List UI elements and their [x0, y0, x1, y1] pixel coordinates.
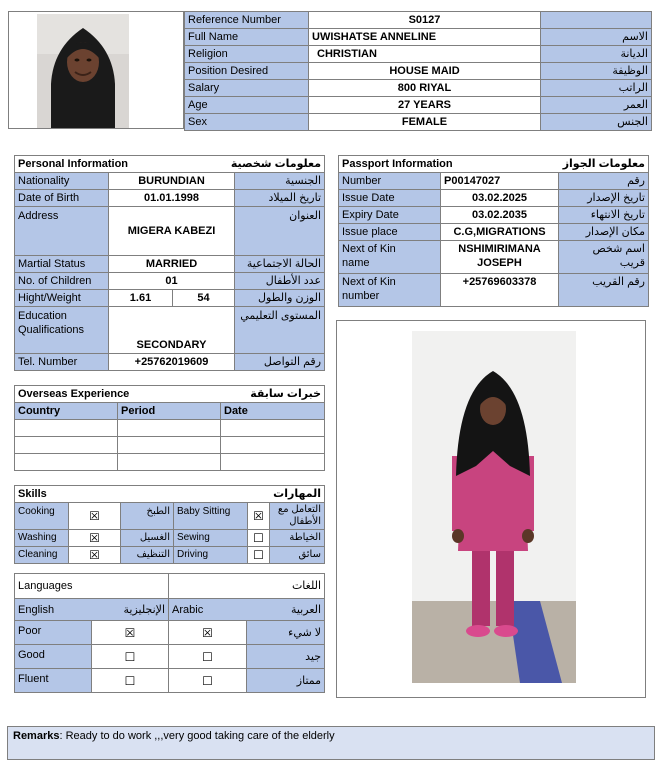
- skill-sewing: Sewing: [174, 530, 248, 547]
- table-row: [15, 530, 325, 547]
- tel-label: Tel. Number: [15, 354, 109, 371]
- table-row: [15, 547, 325, 564]
- english-poor-checkbox[interactable]: ☒: [92, 621, 169, 645]
- marital-label: Martial Status: [15, 256, 109, 273]
- kin-number-label: [339, 274, 441, 307]
- overseas-title: Overseas Experience: [15, 386, 221, 403]
- kin-name-label-line1: Next of Kin: [342, 243, 396, 255]
- passport-info-title-ar: معلومات الجواز: [559, 156, 649, 173]
- passport-info-title: Passport Information: [339, 156, 559, 173]
- sex-label-ar: الجنس: [541, 114, 652, 131]
- table-row: [15, 503, 325, 530]
- level-fluent: Fluent: [15, 669, 92, 693]
- table-row: [185, 63, 652, 80]
- height-weight-label: Hight/Weight: [15, 290, 109, 307]
- skill-baby-sitting-ar-line2: الأطفال: [289, 516, 321, 527]
- kin-name-label-ar-line1: اسم شخص: [592, 243, 645, 255]
- skill-driving-checkbox[interactable]: ☐: [248, 547, 270, 564]
- full-body-photo-frame: [336, 320, 646, 698]
- kin-name-value-line2: JOSEPH: [477, 257, 522, 269]
- issue-place-label-ar: مكان الإصدار: [559, 224, 649, 241]
- overseas-col-period: Period: [118, 403, 221, 420]
- skill-sewing-ar: الخياطة: [270, 530, 325, 547]
- kin-name-label-line2: name: [342, 257, 370, 269]
- table-row: [185, 114, 652, 131]
- address-value: MIGERA KABEZI: [109, 207, 235, 256]
- height-value: 1.61: [109, 290, 173, 307]
- skill-cleaning-checkbox[interactable]: ☒: [69, 547, 121, 564]
- education-label: [15, 307, 109, 354]
- personal-info-table: [14, 155, 325, 371]
- issue-date-value: 03.02.2025: [441, 190, 559, 207]
- table-row: [185, 97, 652, 114]
- religion-label: Religion: [185, 46, 309, 63]
- empty-cell: [221, 454, 325, 471]
- table-row: [15, 437, 325, 454]
- languages-table: [14, 573, 325, 693]
- table-row: [15, 207, 325, 256]
- language-arabic-ar: العربية: [247, 599, 325, 621]
- address-label: Address: [15, 207, 109, 256]
- overseas-col-date: Date: [221, 403, 325, 420]
- full-name-label-ar: الاسم: [541, 29, 652, 46]
- table-row: [185, 80, 652, 97]
- table-row: [15, 403, 325, 420]
- table-row: [185, 29, 652, 46]
- issue-date-label: Issue Date: [339, 190, 441, 207]
- height-weight-label-ar: الوزن والطول: [235, 290, 325, 307]
- level-good-ar: جيد: [247, 645, 325, 669]
- full-name-value: UWISHATSE ANNELINE: [309, 29, 541, 46]
- tel-label-ar: رقم التواصل: [235, 354, 325, 371]
- empty-cell: [15, 454, 118, 471]
- empty-cell: [118, 437, 221, 454]
- table-row: [185, 46, 652, 63]
- table-row: [15, 173, 325, 190]
- table-row: [15, 386, 325, 403]
- children-label: No. of Children: [15, 273, 109, 290]
- age-label: Age: [185, 97, 309, 114]
- nationality-value: BURUNDIAN: [109, 173, 235, 190]
- skill-sewing-checkbox[interactable]: ☐: [248, 530, 270, 547]
- issue-place-value: C.G,MIGRATIONS: [441, 224, 559, 241]
- table-row: [15, 307, 325, 354]
- dob-value: 01.01.1998: [109, 190, 235, 207]
- passport-info-table: [338, 155, 649, 307]
- remarks-text: : Ready to do work ,,,very good taking care of the elderly: [59, 730, 335, 742]
- empty-cell: [118, 420, 221, 437]
- children-value: 01: [109, 273, 235, 290]
- kin-number-label-line1: Next of Kin: [342, 276, 396, 288]
- language-arabic: Arabic: [169, 599, 247, 621]
- table-row: [339, 207, 649, 224]
- kin-number-label-line2: number: [342, 290, 380, 302]
- reference-value: S0127: [309, 12, 541, 29]
- position-label-ar: الوظيفة: [541, 63, 652, 80]
- table-row: [15, 420, 325, 437]
- age-value: 27 YEARS: [309, 97, 541, 114]
- table-row: [15, 156, 325, 173]
- marital-value: MARRIED: [109, 256, 235, 273]
- arabic-poor-checkbox[interactable]: ☒: [169, 621, 247, 645]
- position-label: Position Desired: [185, 63, 309, 80]
- reference-label: Reference Number: [185, 12, 309, 29]
- issue-place-label: Issue place: [339, 224, 441, 241]
- table-row: [15, 669, 325, 693]
- languages-title-ar: اللغات: [169, 574, 325, 599]
- skill-cooking: Cooking: [15, 503, 69, 530]
- full-body-photo: [412, 331, 576, 683]
- table-row: [15, 486, 325, 503]
- level-poor: Poor: [15, 621, 92, 645]
- table-row: [339, 190, 649, 207]
- skill-driving: Driving: [174, 547, 248, 564]
- remarks-label: Remarks: [13, 730, 60, 742]
- table-row: [15, 599, 325, 621]
- skill-cooking-checkbox[interactable]: ☒: [69, 503, 121, 530]
- salary-value: 800 RIYAL: [309, 80, 541, 97]
- remarks-box: [7, 726, 655, 760]
- table-row: [15, 645, 325, 669]
- nationality-label: Nationality: [15, 173, 109, 190]
- skill-driving-ar: سائق: [270, 547, 325, 564]
- religion-label-ar: الديانة: [541, 46, 652, 63]
- languages-title: Languages: [15, 574, 169, 599]
- dob-label: Date of Birth: [15, 190, 109, 207]
- expiry-date-value: 03.02.2035: [441, 207, 559, 224]
- skill-washing-checkbox[interactable]: ☒: [69, 530, 121, 547]
- overseas-col-country: Country: [15, 403, 118, 420]
- table-row: [15, 256, 325, 273]
- tel-value: +25762019609: [109, 354, 235, 371]
- table-row: [15, 621, 325, 645]
- salary-label-ar: الراتب: [541, 80, 652, 97]
- personal-info-title-ar: معلومات شخصية: [173, 156, 325, 173]
- kin-name-label-ar: [559, 241, 649, 274]
- table-row: [339, 156, 649, 173]
- kin-name-label: [339, 241, 441, 274]
- table-row: [339, 173, 649, 190]
- skill-baby-sitting-ar-line1: التعامل مع: [277, 504, 321, 515]
- nationality-label-ar: الجنسية: [235, 173, 325, 190]
- expiry-date-label: Expiry Date: [339, 207, 441, 224]
- table-row: [185, 12, 652, 29]
- skill-cleaning: Cleaning: [15, 547, 69, 564]
- skills-title-ar: المهارات: [174, 486, 325, 503]
- passport-number-label-ar: رقم: [559, 173, 649, 190]
- table-row: [339, 274, 649, 307]
- empty-cell: [221, 437, 325, 454]
- language-english-ar: الإنجليزية: [92, 599, 169, 621]
- education-value: SECONDARY: [109, 307, 235, 354]
- children-label-ar: عدد الأطفال: [235, 273, 325, 290]
- portrait-photo: [37, 14, 129, 128]
- education-label-line2: Qualifications: [18, 324, 85, 336]
- level-good: Good: [15, 645, 92, 669]
- education-label-line1: Education: [18, 310, 67, 322]
- table-row: [339, 224, 649, 241]
- empty-cell: [15, 420, 118, 437]
- expiry-date-label-ar: تاريخ الانتهاء: [559, 207, 649, 224]
- table-row: [15, 454, 325, 471]
- age-label-ar: العمر: [541, 97, 652, 114]
- kin-name-value: [441, 241, 559, 274]
- skill-cleaning-ar: التنظيف: [121, 547, 174, 564]
- empty-cell: [221, 420, 325, 437]
- table-row: [15, 354, 325, 371]
- skills-table: [14, 485, 325, 564]
- education-label-ar: المستوى التعليمي: [235, 307, 325, 354]
- overseas-title-ar: خبرات سابقة: [221, 386, 325, 403]
- full-name-label: Full Name: [185, 29, 309, 46]
- kin-number-value: +25769603378: [441, 274, 559, 307]
- language-english: English: [15, 599, 92, 621]
- header-photo-frame: [8, 11, 184, 129]
- skills-title: Skills: [15, 486, 174, 503]
- level-fluent-ar: ممتاز: [247, 669, 325, 693]
- skill-cooking-ar: الطبخ: [121, 503, 174, 530]
- skill-baby-sitting-checkbox[interactable]: ☒: [248, 503, 270, 530]
- marital-label-ar: الحالة الاجتماعية: [235, 256, 325, 273]
- position-value: HOUSE MAID: [309, 63, 541, 80]
- sex-value: FEMALE: [309, 114, 541, 131]
- arabic-good-checkbox[interactable]: ☐: [169, 645, 247, 669]
- skill-washing: Washing: [15, 530, 69, 547]
- weight-value: 54: [173, 290, 235, 307]
- skill-baby-sitting: Baby Sitting: [174, 503, 248, 530]
- table-row: [15, 290, 325, 307]
- kin-name-label-ar-line2: قريب: [619, 257, 645, 269]
- religion-value: CHRISTIAN: [309, 46, 541, 63]
- level-poor-ar: لا شيء: [247, 621, 325, 645]
- personal-info-title: Personal Information: [15, 156, 173, 173]
- kin-name-value-line1: NSHIMIRIMANA: [458, 243, 541, 255]
- dob-label-ar: تاريخ الميلاد: [235, 190, 325, 207]
- address-label-ar: العنوان: [235, 207, 325, 256]
- reference-label-ar: [541, 12, 652, 29]
- sex-label: Sex: [185, 114, 309, 131]
- kin-number-label-ar: رقم القريب: [559, 274, 649, 307]
- table-row: [15, 574, 325, 599]
- skill-baby-sitting-ar: [270, 503, 325, 530]
- issue-date-label-ar: تاريخ الإصدار: [559, 190, 649, 207]
- english-good-checkbox[interactable]: ☐: [92, 645, 169, 669]
- empty-cell: [15, 437, 118, 454]
- salary-label: Salary: [185, 80, 309, 97]
- empty-cell: [118, 454, 221, 471]
- arabic-fluent-checkbox[interactable]: ☐: [169, 669, 247, 693]
- header-table: [184, 11, 652, 131]
- overseas-experience-table: [14, 385, 325, 471]
- english-fluent-checkbox[interactable]: ☐: [92, 669, 169, 693]
- passport-number-label: Number: [339, 173, 441, 190]
- table-row: [15, 190, 325, 207]
- table-row: [15, 273, 325, 290]
- skill-washing-ar: الغسيل: [121, 530, 174, 547]
- passport-number-value: P00147027: [441, 173, 559, 190]
- table-row: [339, 241, 649, 274]
